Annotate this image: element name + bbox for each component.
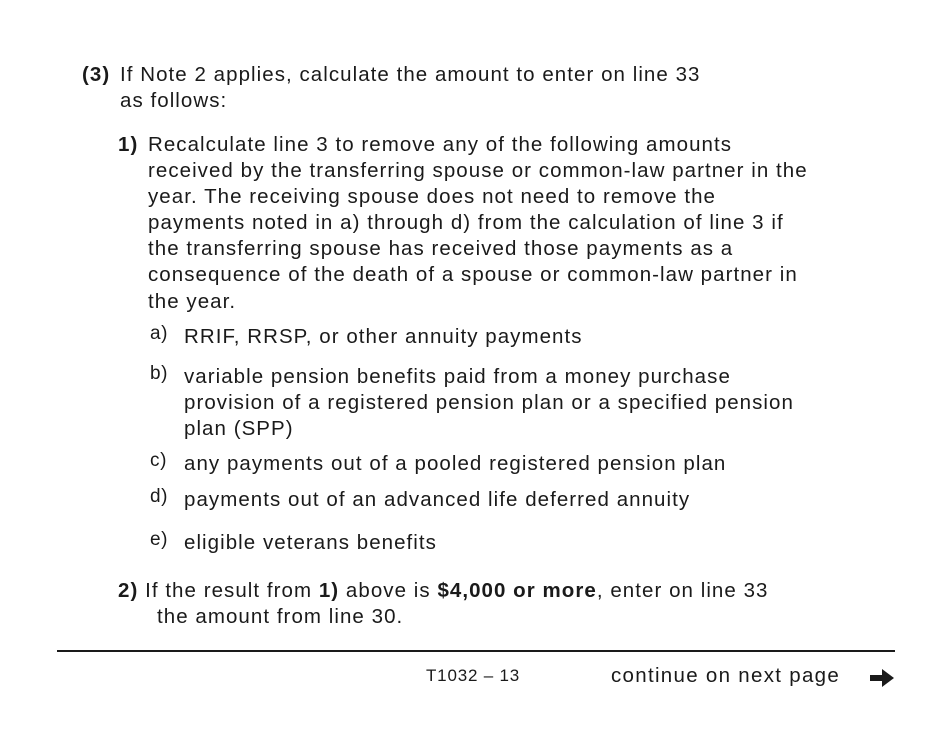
step-1-marker: 1)	[118, 133, 139, 156]
step-2-text-a: If the result from	[145, 579, 313, 602]
step-2-text-b: above is	[345, 579, 431, 602]
item-b-text: variable pension benefits paid from a money purchase	[184, 365, 731, 388]
item-c-text: any payments out of a pooled registered pension plan	[184, 452, 727, 475]
step-1-line: the transferring spouse has received those payments as a	[148, 237, 734, 260]
item-c-label: c)	[150, 450, 168, 471]
item-b-label: b)	[150, 363, 169, 384]
item-d-label: d)	[150, 486, 169, 507]
footer-rule	[57, 650, 895, 652]
right-arrow-icon	[868, 666, 896, 690]
item-a-text: RRIF, RRSP, or other annuity payments	[184, 325, 583, 348]
step-2-line-2: the amount from line 30.	[157, 605, 404, 628]
step-2-marker: 2)	[118, 579, 139, 602]
note-3-line-2: as follows:	[120, 89, 228, 112]
note-3-line-1: If Note 2 applies, calculate the amount to enter on line 33	[120, 63, 701, 86]
step-1-line: Recalculate line 3 to remove any of the following amounts	[148, 133, 733, 156]
step-1-line: the year.	[148, 290, 237, 313]
step-2-ref: 1)	[318, 579, 340, 602]
step-1-line: year. The receiving spouse does not need to remove the	[148, 185, 717, 208]
step-1-line: payments noted in a) through d) from the calculation of line 3 if	[148, 211, 784, 234]
continue-next-page: continue on next page	[611, 664, 841, 687]
step-2-line-1	[118, 579, 768, 603]
item-b-text: plan (SPP)	[184, 417, 294, 440]
step-2-text-c: , enter on line 33	[596, 579, 769, 602]
item-a-label: a)	[150, 323, 169, 344]
step-2-amount: $4,000 or more	[437, 579, 597, 602]
item-e-text: eligible veterans benefits	[184, 531, 437, 554]
form-page-number: T1032 – 13	[426, 666, 521, 685]
note-3-marker: (3)	[82, 63, 111, 86]
item-d-text: payments out of an advanced life deferred annuity	[184, 488, 691, 511]
step-1-line: received by the transferring spouse or common-law partner in the	[148, 159, 808, 182]
item-e-label: e)	[150, 529, 169, 550]
step-1-line: consequence of the death of a spouse or common-law partner in	[148, 263, 798, 286]
item-b-text: provision of a registered pension plan or a specified pension	[184, 391, 794, 414]
